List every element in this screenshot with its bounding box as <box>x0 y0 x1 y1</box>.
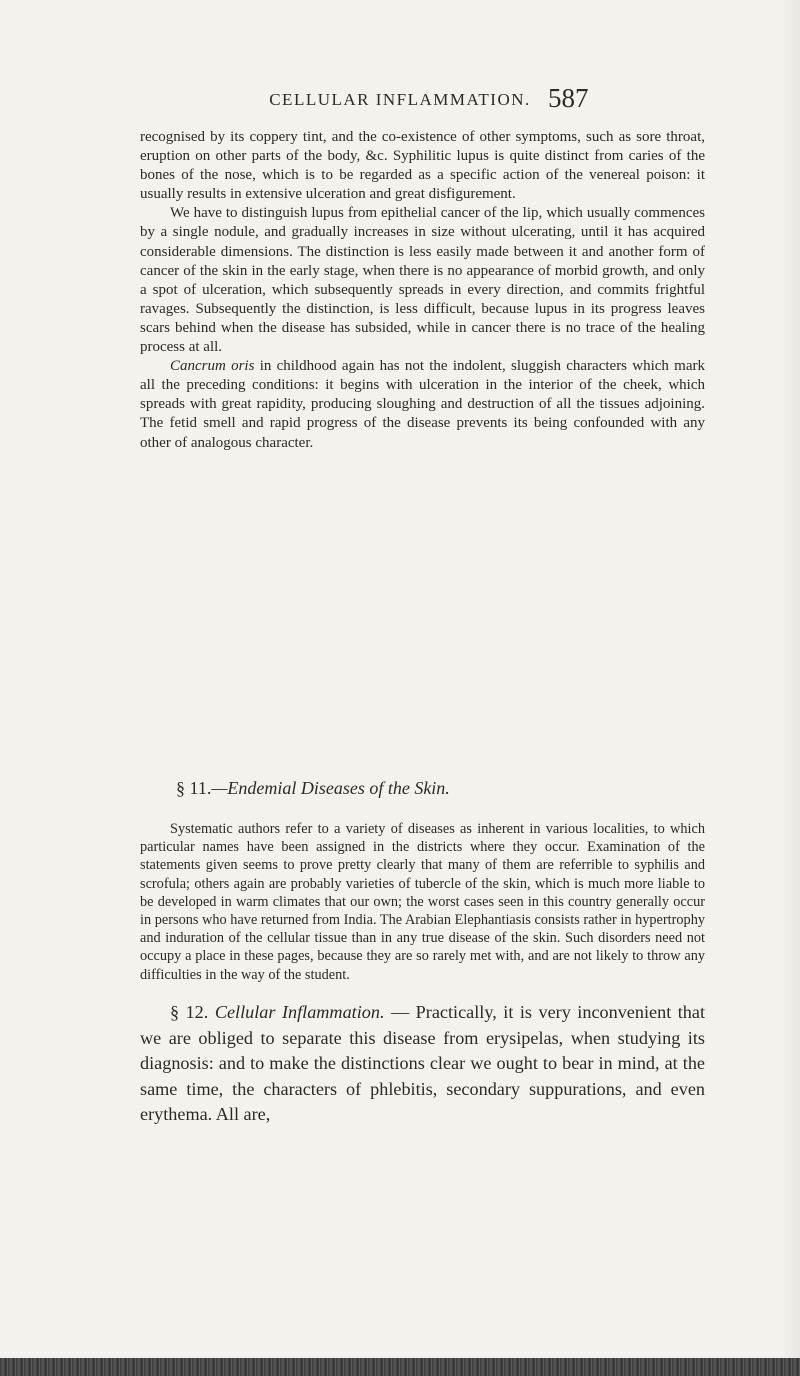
page-number: 587 <box>548 83 589 113</box>
section-12-text <box>140 1000 705 1128</box>
paragraph-endemial-diseases: Systematic authors refer to a variety of diseases as inherent in various localities, to which particular names have been assigned in the districts where they occur. Examination of the statements given seems to prove pretty clearly that many of them are referrible to syphilis and scrofula; others again are probably varieties of tubercle of the skin, which is much more liable to be developed in warm climates that our own; the worst cases seen in this country generally occur in persons who have returned from India. The Arabian Elephantiasis consists rather in hypertrophy and induration of the cellular tissue than in any true disease of the skin. Such disorders need not occupy a place in these pages, because they are so rarely met with, and are not likely to throw any difficulties in the way of the student. <box>140 821 705 983</box>
section-12-body: — Practically, it is very inconvenient that we are obliged to separate this disease from erysipelas, when studying its diagnosis: and to make the distinctions clear we ought to bear in mind, at the same time, the characters of phlebitis, secondary suppurations, and even erythema. All are, <box>140 1002 706 1125</box>
opening-text <box>140 128 705 453</box>
cancrum-oris-text: in childhood again has not the indolent, sluggish characters which mark all the preceding conditions: it begins with ulceration in the interior of the cheek, which spreads with great rapidity, producing sloughing and destruction of all the tissues adjoining. The fetid smell and rapid progress of the disease prevents its being confounded with any other of analogous character. <box>140 358 705 451</box>
section-11-title: —Endemial Diseases of the Skin. <box>211 778 450 798</box>
paragraph-cancrum-oris <box>140 357 705 452</box>
page-edge-shadow <box>782 0 800 1376</box>
section-12-title: Cellular Inflammation. <box>214 1002 385 1022</box>
section-12-number: § 12. <box>170 1002 209 1022</box>
page-header <box>190 82 610 118</box>
scan-bottom-edge <box>0 1358 800 1376</box>
paragraph-syphilitic-lupus: recognised by its coppery tint, and the co-existence of other symptoms, such as sore throat, eruption on other parts of the body, &c. Syphilitic lupus is quite distinct from caries of the bones of the nose, which is to be regarded as a specific action of the venereal poison: it usually results in extensive ulceration and great disfigurement. <box>140 129 705 203</box>
running-title: CELLULAR INFLAMMATION. <box>269 90 531 109</box>
section-11-text <box>140 820 705 984</box>
paragraph-epithelial-cancer: We have to distinguish lupus from epithelial cancer of the lip, which usually commences by a single nodule, and gradually increases in size without ulcerating, until it has acquired considerable dimensions. The distinction is less easily made between it and another form of cancer of the skin in the early stage, when there is no appearance of morbid growth, and only a spot of ulceration, which subsequently spreads in every direction, and commits frightful ravages. Subsequently the distinction, is less difficult, because lupus in its progress leaves scars behind when the disease has subsided, while in cancer there is no trace of the healing process at all. <box>140 205 705 356</box>
section-11-heading <box>176 775 676 801</box>
term-cancrum-oris: Cancrum oris <box>170 358 255 375</box>
paragraph-cellular-inflammation <box>140 1000 705 1128</box>
section-11-number: § 11. <box>176 778 212 798</box>
